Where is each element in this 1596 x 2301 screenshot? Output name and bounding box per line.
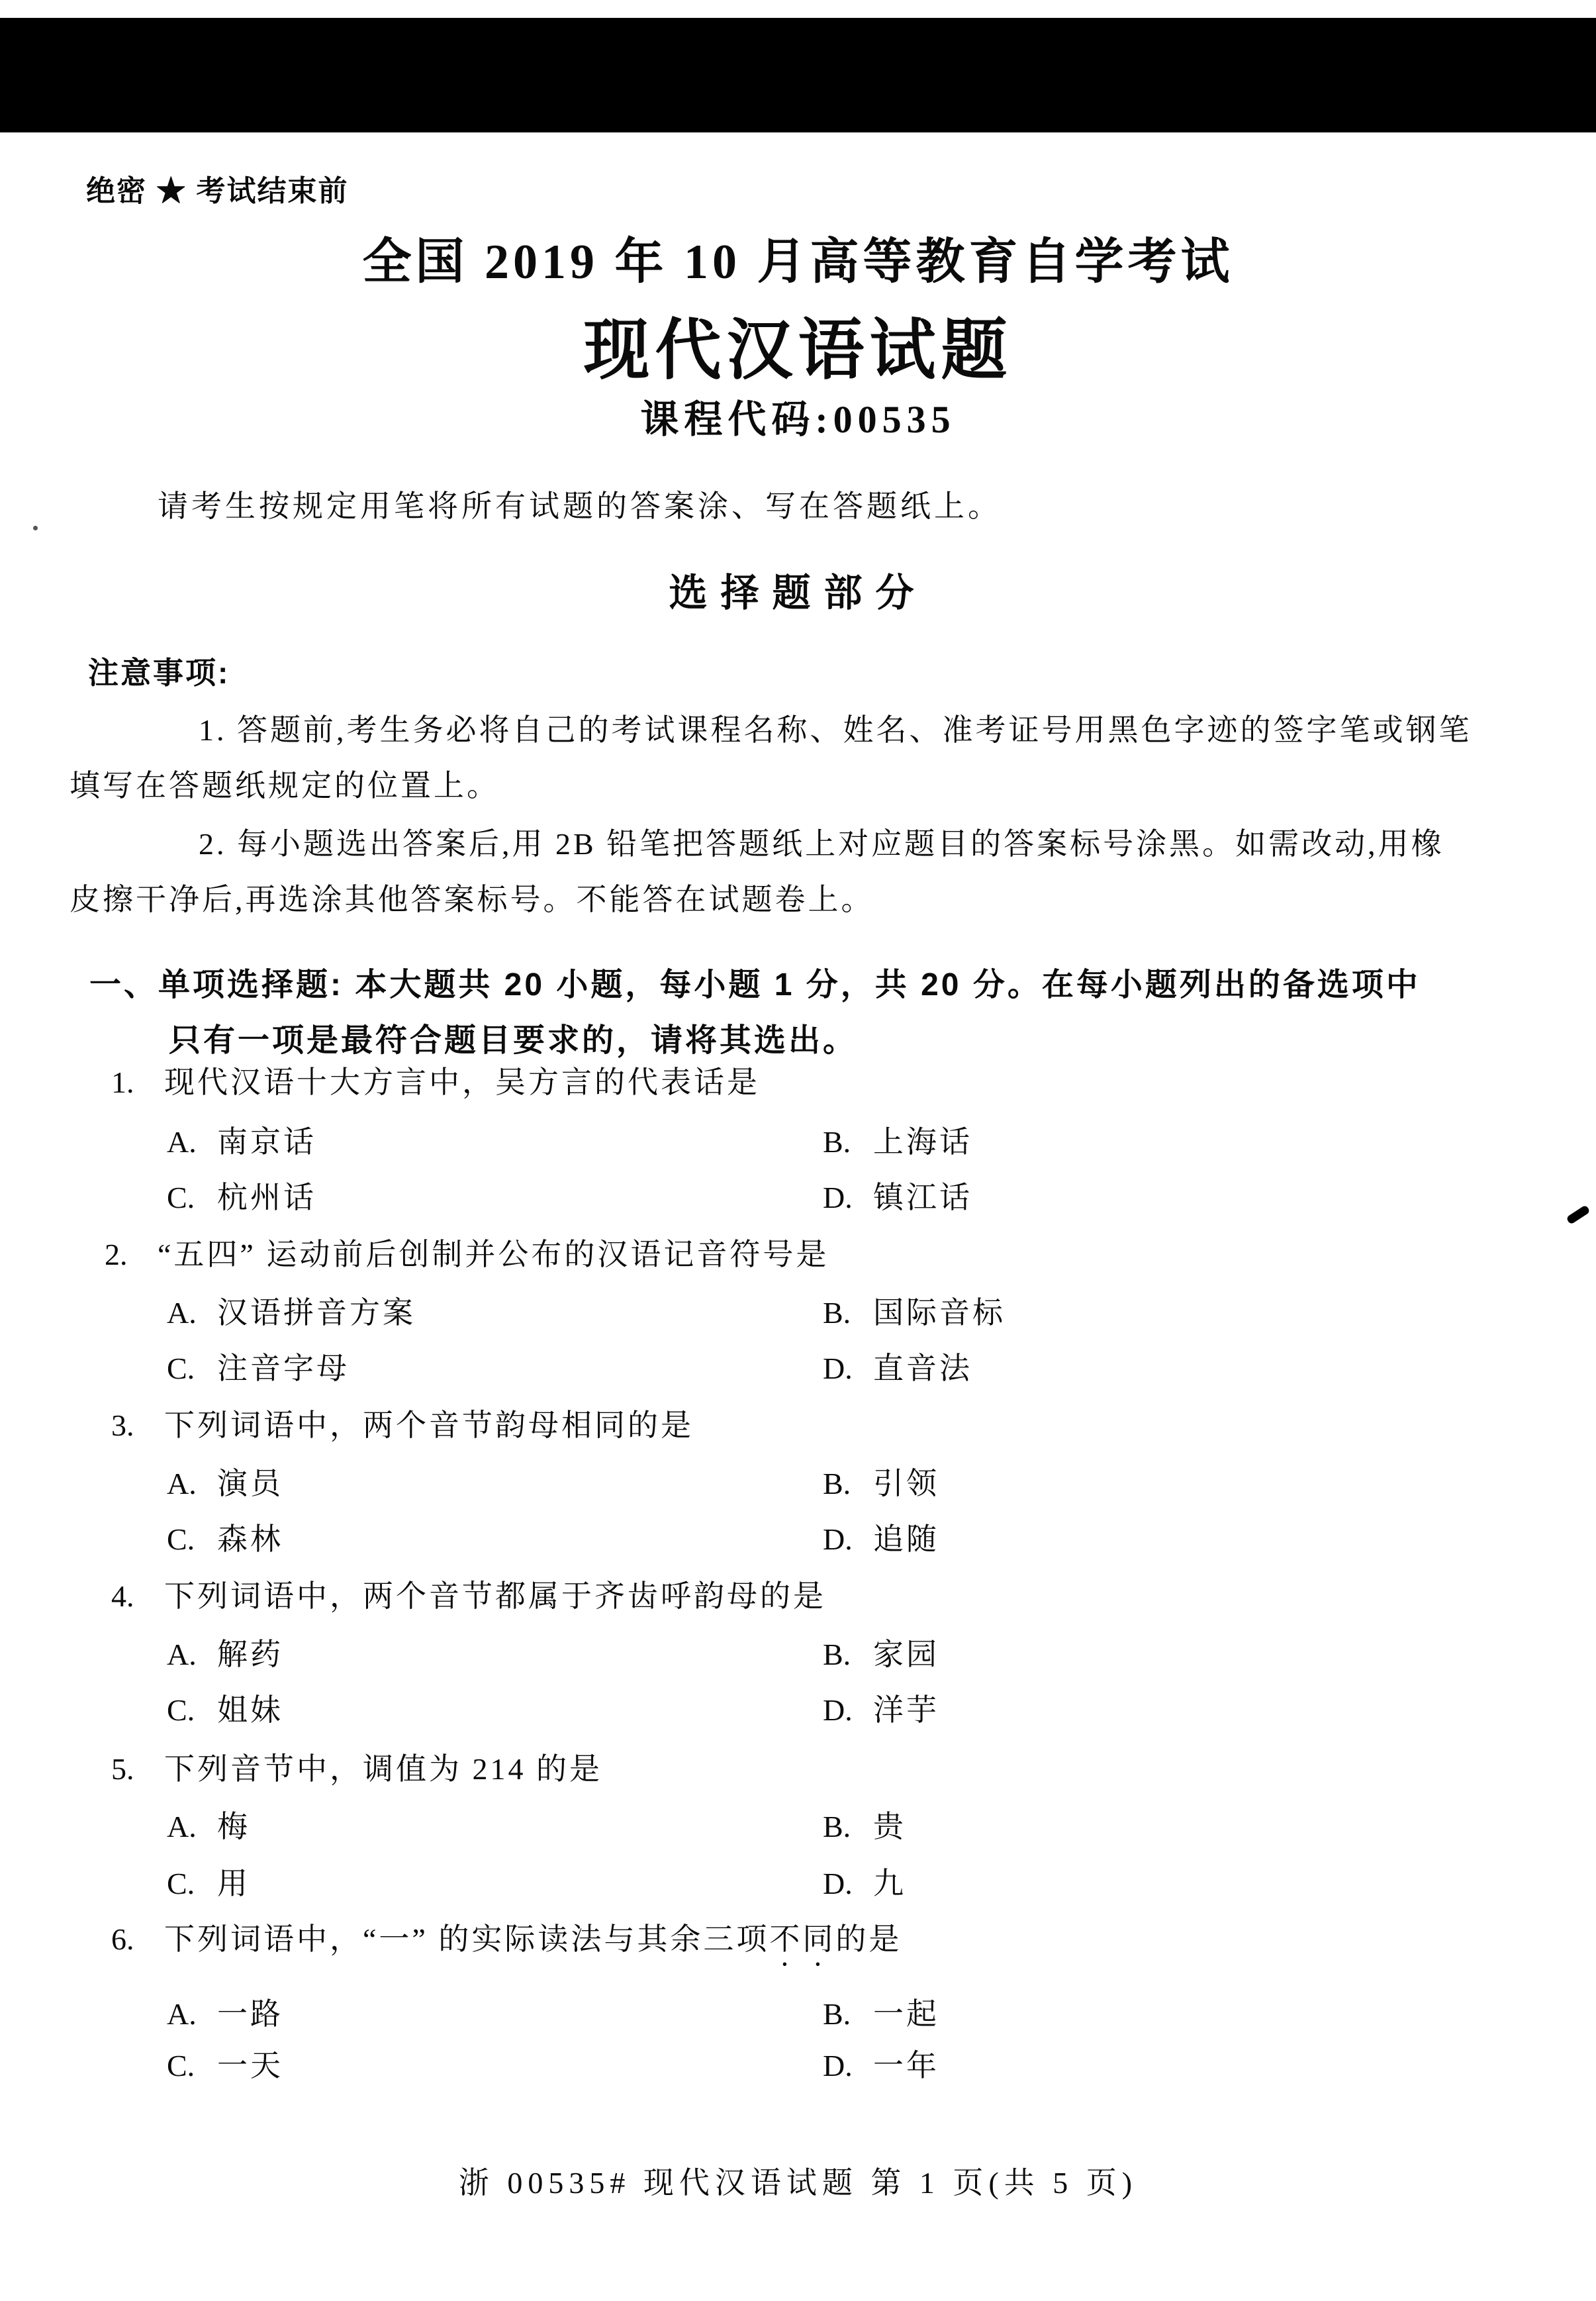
option-label: C. [167, 1867, 195, 1900]
section-one-heading-line-1: 一、单项选择题: 本大题共 20 小题，每小题 1 分，共 20 分。在每小题列出的备选项中 [89, 967, 1421, 1003]
notice-item-2-line-1: 2. 每小题选出答案后,用 2B 铅笔把答题纸上对应题目的答案标号涂黑。如需改动,用橡 [199, 827, 1444, 861]
question-2-stem: “五四” 运动前后创制并公布的汉语记音符号是 [158, 1238, 829, 1271]
question-4-stem: 下列词语中，两个音节都属于齐齿呼韵母的是 [164, 1579, 826, 1613]
question-3-option-a [167, 1459, 283, 1503]
option-label: A. [167, 1638, 197, 1671]
option-text: 解药 [217, 1638, 283, 1671]
question-2-option-d [823, 1344, 972, 1388]
option-text: 森林 [217, 1522, 283, 1556]
course-code: 课程代码:00535 [640, 398, 956, 441]
question-6-option-c [167, 2041, 283, 2085]
question-6-stem-pre: 下列词语中，“一” 的实际读法与其余三项 [164, 1922, 770, 1956]
option-text: 九 [873, 1867, 906, 1900]
question-6-number: 6. [111, 1922, 134, 1956]
option-text: 姐妹 [217, 1693, 283, 1727]
option-label: A. [167, 1997, 197, 2031]
option-label: D. [823, 1867, 853, 1900]
option-text: 国际音标 [873, 1296, 1006, 1330]
option-label: B. [823, 1125, 851, 1159]
option-text: 上海话 [873, 1125, 972, 1159]
option-label: D. [823, 1693, 853, 1727]
question-6-stem-emphasized: 不同 [769, 1922, 836, 1956]
question-4-number: 4. [111, 1579, 134, 1613]
question-5-option-a [167, 1802, 250, 1846]
question-5-option-b [823, 1802, 906, 1846]
question-1-stem: 现代汉语十大方言中，吴方言的代表话是 [164, 1065, 760, 1099]
question-6-stem-post: 的是 [835, 1922, 902, 1956]
option-text: 引领 [873, 1467, 939, 1500]
question-3-option-d [823, 1515, 939, 1559]
question-3-stem: 下列词语中，两个音节韵母相同的是 [164, 1408, 694, 1442]
option-label: A. [167, 1810, 197, 1843]
question-5-option-c [167, 1859, 250, 1903]
option-label: C. [167, 1693, 195, 1727]
question-2-option-c [167, 1344, 350, 1388]
question-6-option-d [823, 2041, 939, 2085]
option-text: 梅 [217, 1810, 250, 1843]
scan-speck-artifact [33, 526, 38, 530]
question-3-stem-row [111, 1401, 694, 1445]
option-label: C. [167, 2049, 195, 2082]
question-2-stem-row [105, 1230, 829, 1274]
question-1-option-c [167, 1173, 316, 1217]
option-text: 杭州话 [217, 1181, 316, 1214]
question-4-option-c [167, 1686, 283, 1730]
part-title-multiple-choice: 选择题部分 [669, 571, 927, 614]
question-5-option-d [823, 1859, 906, 1903]
question-6-option-b [823, 1990, 939, 2033]
option-text: 汉语拼音方案 [217, 1296, 416, 1330]
preamble-instruction: 请考生按规定用笔将所有试题的答案涂、写在答题纸上。 [158, 489, 1002, 523]
option-label: A. [167, 1125, 197, 1159]
option-label: B. [823, 1638, 851, 1671]
question-2-option-a [167, 1289, 416, 1332]
page-footer: 浙 00535# 现代汉语试题 第 1 页(共 5 页) [458, 2166, 1138, 2200]
question-1-option-d [823, 1173, 972, 1217]
option-label: B. [823, 1296, 851, 1330]
paper-title: 现代汉语试题 [583, 313, 1013, 387]
option-text: 一年 [873, 2049, 939, 2082]
option-text: 直音法 [873, 1351, 972, 1385]
question-4-option-a [167, 1630, 283, 1674]
option-label: B. [823, 1467, 851, 1500]
option-text: 演员 [217, 1467, 283, 1500]
notice-item-1-line-1: 1. 答题前,考生务必将自己的考试课程名称、姓名、准考证号用黑色字迹的签字笔或钢笔 [199, 713, 1472, 747]
question-1-option-a [167, 1118, 316, 1161]
option-text: 贵 [873, 1810, 906, 1843]
top-black-bar [0, 18, 1596, 132]
option-label: B. [823, 1810, 851, 1843]
section-one-heading-line-2: 只有一项是最符合题目要求的，请将其选出。 [169, 1023, 858, 1058]
question-4-option-b [823, 1630, 939, 1674]
notice-title: 注意事项: [88, 656, 230, 690]
question-1-stem-row [111, 1058, 760, 1102]
notice-item-2-line-2: 皮擦干净后,再选涂其他答案标号。不能答在试题卷上。 [70, 883, 874, 916]
notice-item-1-line-2: 填写在答题纸规定的位置上。 [70, 769, 500, 803]
option-text: 追随 [873, 1522, 939, 1556]
option-text: 注音字母 [217, 1351, 350, 1385]
question-1-number: 1. [111, 1065, 134, 1099]
security-classification: 绝密 ★ 考试结束前 [86, 175, 349, 207]
option-text: 一起 [873, 1997, 939, 2031]
option-label: A. [167, 1467, 197, 1500]
question-3-number: 3. [111, 1408, 134, 1442]
question-4-option-d [823, 1686, 939, 1730]
question-6-stem-row [111, 1915, 902, 1973]
option-label: C. [167, 1181, 195, 1214]
question-5-stem-row [111, 1745, 602, 1788]
option-label: B. [823, 1997, 851, 2031]
question-6-option-a [167, 1990, 283, 2033]
option-text: 家园 [873, 1638, 939, 1671]
option-text: 用 [217, 1867, 250, 1900]
exam-title: 全国 2019 年 10 月高等教育自学考试 [362, 235, 1234, 289]
option-text: 镇江话 [873, 1181, 972, 1214]
option-label: D. [823, 2049, 853, 2082]
option-text: 一路 [217, 1997, 283, 2031]
option-label: D. [823, 1522, 853, 1556]
question-1-option-b [823, 1118, 972, 1161]
option-text: 洋芋 [873, 1693, 939, 1727]
question-2-option-b [823, 1289, 1006, 1332]
question-5-number: 5. [111, 1752, 134, 1786]
option-text: 一天 [217, 2049, 283, 2082]
question-2-number: 2. [105, 1238, 128, 1271]
question-3-option-b [823, 1459, 939, 1503]
option-label: C. [167, 1522, 195, 1556]
question-4-stem-row [111, 1572, 826, 1616]
question-5-stem: 下列音节中，调值为 214 的是 [164, 1752, 602, 1786]
option-label: A. [167, 1296, 197, 1330]
option-text: 南京话 [217, 1125, 316, 1159]
scan-mark-artifact [1566, 1204, 1590, 1225]
question-3-option-c [167, 1515, 283, 1559]
option-label: C. [167, 1351, 195, 1385]
option-label: D. [823, 1181, 853, 1214]
option-label: D. [823, 1351, 853, 1385]
